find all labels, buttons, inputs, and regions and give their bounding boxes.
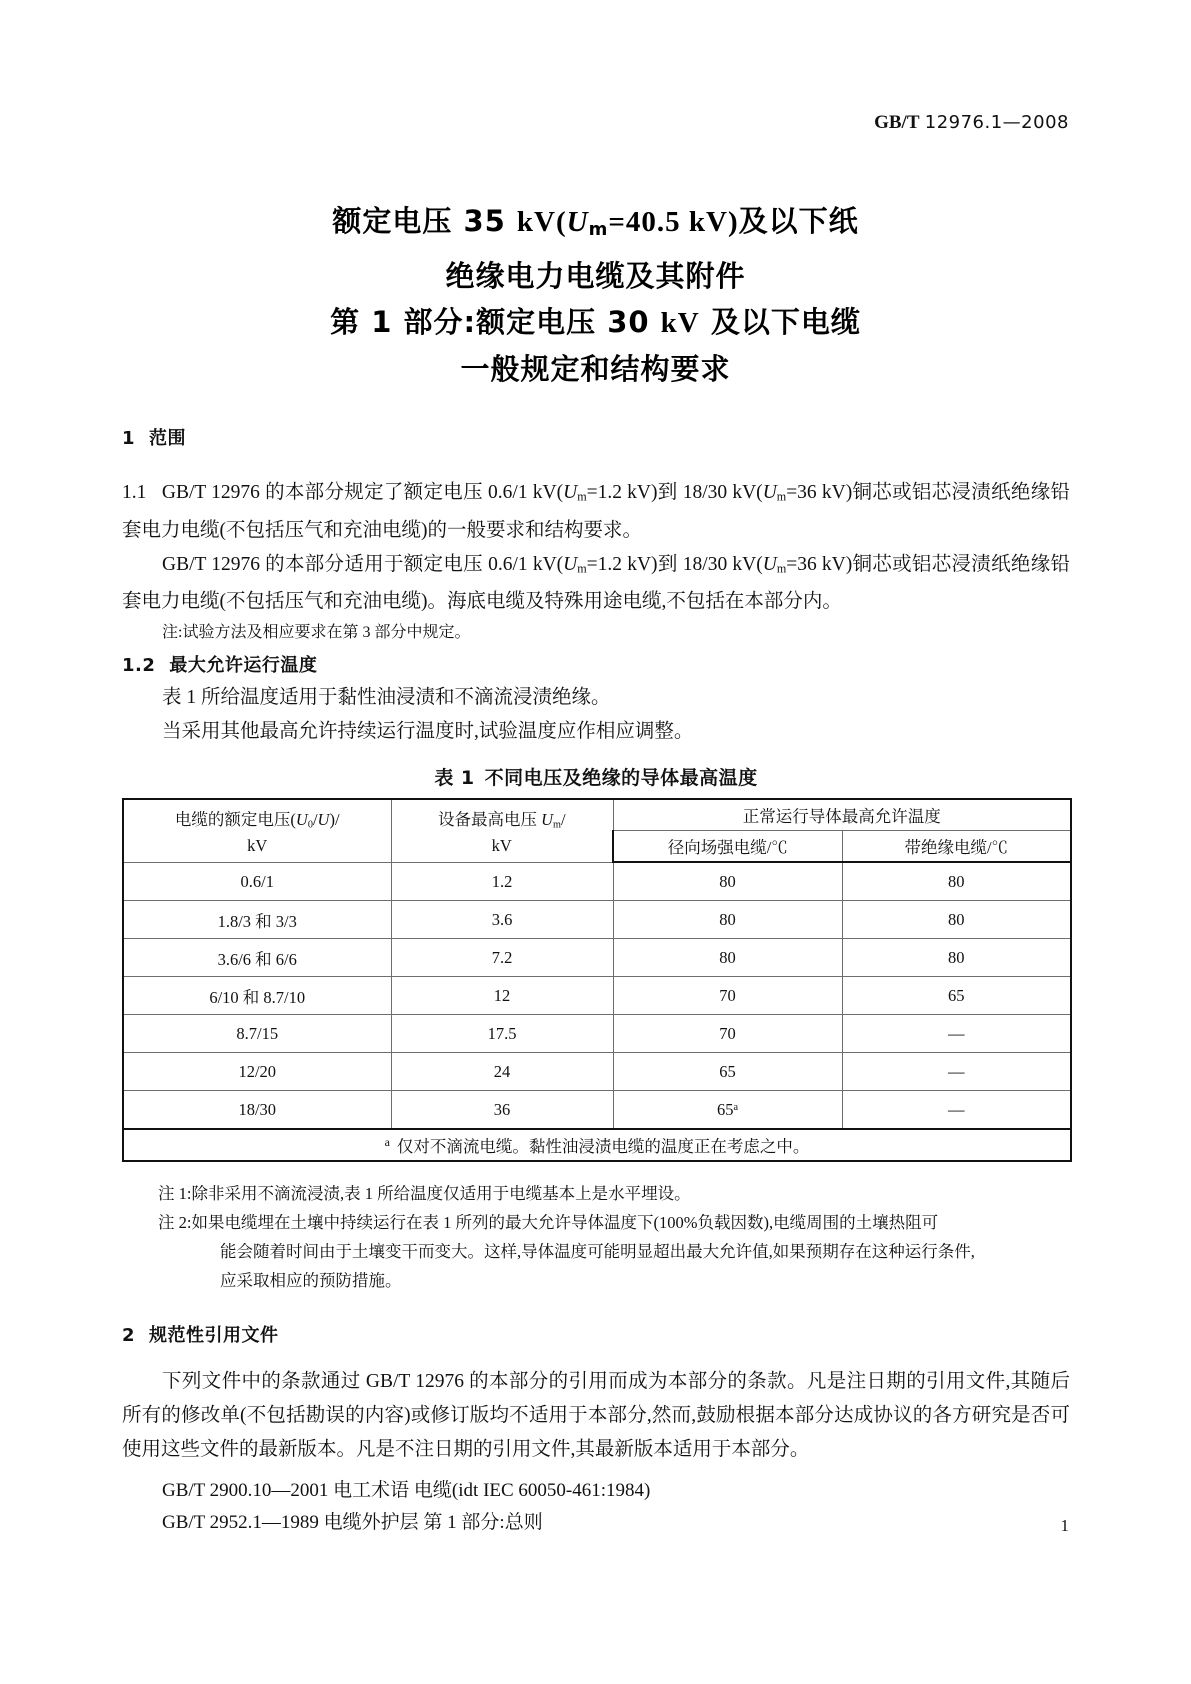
footnote-text: 仅对不滴流电缆。黏性油浸渍电缆的温度正在考虑之中。 bbox=[396, 1137, 810, 1157]
title-line-1-part-b: kV( bbox=[516, 206, 567, 238]
cell-um: 7.2 bbox=[391, 939, 613, 977]
section-1-1-note: 注:试验方法及相应要求在第 3 部分中规定。 bbox=[162, 624, 471, 642]
document-title bbox=[0, 198, 1191, 392]
header-col2-part-b: / bbox=[560, 809, 566, 829]
section-1-heading bbox=[122, 424, 1070, 450]
title-line-1 bbox=[0, 198, 1191, 253]
document-body bbox=[122, 424, 1070, 1539]
table-header-temperature-group: 正常运行导体最高允许温度 bbox=[613, 799, 1071, 831]
table-header-um bbox=[391, 799, 613, 862]
cell-belted: 80 bbox=[842, 901, 1071, 939]
cell-belted: — bbox=[842, 1015, 1071, 1053]
cell-radial: 80 bbox=[613, 862, 842, 901]
section-1-2-number: 1.2 bbox=[122, 655, 156, 677]
cell-belted: — bbox=[842, 1053, 1071, 1091]
section-2-heading bbox=[122, 1321, 1070, 1347]
title-line-1-part-e: 及以下纸 bbox=[738, 204, 859, 238]
table-row bbox=[123, 1053, 1071, 1091]
table-1-caption-title: 不同电压及绝缘的导体最高温度 bbox=[484, 767, 758, 790]
cell-voltage: 12/20 bbox=[123, 1053, 391, 1091]
title-line-1-subscript: m bbox=[588, 218, 609, 240]
footnote-marker: a bbox=[384, 1135, 390, 1150]
header-col2-part-a: 设备最高电压 bbox=[437, 809, 542, 829]
table-note-2-line-1: 注 2:如果电缆埋在土壤中持续运行在表 1 所列的最大允许导体温度下(100%负载因数),电缆周围的土壤热阻可 bbox=[158, 1213, 939, 1233]
cell-um: 24 bbox=[391, 1053, 613, 1091]
cell-radial: 65 bbox=[613, 1053, 842, 1091]
standard-prefix: GB/T bbox=[874, 112, 920, 133]
cell-um: 36 bbox=[391, 1091, 613, 1130]
section-1-1-number: 1.1 bbox=[122, 482, 147, 503]
table-header-belted: 带绝缘电缆/℃ bbox=[842, 831, 1071, 863]
section-1-title: 范围 bbox=[149, 428, 187, 449]
table-1-caption-label: 表 1 bbox=[434, 767, 475, 790]
section-2-title: 规范性引用文件 bbox=[149, 1325, 279, 1347]
title-line-3-part-b: kV bbox=[660, 306, 700, 339]
title-line-3 bbox=[0, 299, 1191, 346]
header-col1-unit: kV bbox=[247, 836, 268, 856]
table-row bbox=[123, 1091, 1071, 1130]
header-col2-sub: m bbox=[553, 819, 561, 831]
cell-um: 12 bbox=[391, 977, 613, 1015]
title-line-1-part-c: =40.5 bbox=[608, 206, 689, 238]
title-line-1-part-a: 额定电压 35 bbox=[332, 204, 517, 238]
cell-um: 17.5 bbox=[391, 1015, 613, 1053]
section-2-number: 2 bbox=[122, 1325, 136, 1347]
section-2-paragraph: 下列文件中的条款通过 GB/T 12976 的本部分的引用而成为本部分的条款。凡是注日期的引用文件,其随后所有的修改单(不包括勘误的内容)或修订版均不适用于本部分,然而,鼓励根据本部分达成协议的各方研究是否可使用这些文件的最新版本。凡是不注日期的引用文件,其最新版本适用于本部分。 bbox=[122, 1371, 1070, 1461]
cell-radial: 80 bbox=[613, 901, 842, 939]
cell-voltage: 1.8/3 和 3/3 bbox=[123, 901, 391, 939]
header-col1-part-a: 电缆的额定电压( bbox=[174, 809, 296, 829]
cell-radial: 80 bbox=[613, 939, 842, 977]
cell-belted: — bbox=[842, 1091, 1071, 1130]
table-header-row-1 bbox=[123, 799, 1071, 831]
header-col1-part-b: )/ bbox=[329, 809, 340, 829]
cell-radial-footnote-marker: a bbox=[733, 1101, 739, 1113]
table-row bbox=[123, 1015, 1071, 1053]
cell-voltage: 6/10 和 8.7/10 bbox=[123, 977, 391, 1015]
table-1-caption bbox=[122, 763, 1070, 790]
cell-radial-value: 65 bbox=[716, 1099, 734, 1119]
cell-belted: 80 bbox=[842, 862, 1071, 901]
standard-number: 12976.1—2008 bbox=[924, 112, 1069, 133]
title-line-1-part-d: kV) bbox=[688, 206, 739, 238]
table-note-1: 注 1:除非采用不滴流浸渍,表 1 所给温度仅适用于电缆基本上是水平埋设。 bbox=[158, 1184, 691, 1204]
header-col1-slash: / bbox=[312, 809, 318, 829]
table-row bbox=[123, 862, 1071, 901]
cell-um: 1.2 bbox=[391, 862, 613, 901]
cell-voltage: 3.6/6 和 6/6 bbox=[123, 939, 391, 977]
header-col1-u0: U bbox=[295, 809, 308, 829]
cell-belted: 80 bbox=[842, 939, 1071, 977]
cell-voltage: 0.6/1 bbox=[123, 862, 391, 901]
header-col1-sub: 0 bbox=[307, 819, 313, 831]
title-line-1-variable: U bbox=[566, 206, 589, 238]
section-1-number: 1 bbox=[122, 428, 136, 449]
section-1-1-paragraph-2: GB/T 12976 的本部分适用于额定电压 0.6/1 $kV(U_m=1.2$ kV)到 18/30 $kV(U_m=36$ kV)铜芯或铝芯浸渍纸绝缘铅套电力电缆(不包括压气和充油电缆)。海底电缆及特殊用途电缆,不包括在本部分内。 bbox=[122, 553, 1070, 613]
table-row bbox=[123, 939, 1071, 977]
section-1-2-paragraph-2: 当采用其他最高允许持续运行温度时,试验温度应作相应调整。 bbox=[162, 721, 694, 743]
cell-belted: 65 bbox=[842, 977, 1071, 1015]
cell-um: 3.6 bbox=[391, 901, 613, 939]
page-number: 1 bbox=[1060, 1516, 1069, 1535]
header-col1-u: U bbox=[317, 809, 330, 829]
title-line-3-part-a: 第 1 部分:额定电压 30 bbox=[330, 304, 661, 339]
cell-radial: 70 bbox=[613, 1015, 842, 1053]
cell-radial bbox=[613, 1091, 842, 1130]
cell-voltage: 18/30 bbox=[123, 1091, 391, 1130]
table-row bbox=[123, 977, 1071, 1015]
table-row bbox=[123, 901, 1071, 939]
reference-item-2: GB/T 2952.1—1989 电缆外护层 第 1 部分:总则 bbox=[162, 1512, 543, 1534]
title-line-2: 绝缘电力电缆及其附件 bbox=[445, 258, 746, 293]
cell-voltage: 8.7/15 bbox=[123, 1015, 391, 1053]
section-1-2-paragraph-1: 表 1 所给温度适用于黏性油浸渍和不滴流浸渍绝缘。 bbox=[162, 687, 611, 709]
cell-radial: 70 bbox=[613, 977, 842, 1015]
header-col2-u: U bbox=[541, 809, 553, 829]
table-footnote-row bbox=[123, 1129, 1071, 1161]
reference-item-1: GB/T 2900.10—2001 电工术语 电缆(idt IEC 60050-461:1984) bbox=[162, 1480, 651, 1502]
section-1-2-heading bbox=[122, 651, 1070, 677]
section-1-2-title: 最大允许运行温度 bbox=[169, 655, 318, 677]
running-header bbox=[874, 112, 1069, 134]
title-line-4: 一般规定和结构要求 bbox=[460, 351, 731, 386]
table-note-2-line-3: 应采取相应的预防措施。 bbox=[220, 1271, 402, 1291]
title-line-3-part-c: 及以下电缆 bbox=[699, 304, 861, 339]
table-1 bbox=[122, 798, 1072, 1162]
section-1-1-paragraph: 1.1 GB/T 12976 的本部分规定了额定电压 0.6/1 $kV(U_m=1.2$ kV)到 18/30 $kV(U_m=36$ kV)铜芯或铝芯浸渍纸绝缘铅套电力电缆(不包括压气和充油电缆)的一般要求和结构要求。 bbox=[122, 482, 1070, 541]
table-footnote bbox=[123, 1129, 1071, 1161]
table-header-voltage bbox=[123, 799, 391, 862]
table-note-2-line-2: 能会随着时间由于土壤变干而变大。这样,导体温度可能明显超出最大允许值,如果预期存在这种运行条件, bbox=[220, 1242, 975, 1262]
table-header-radial: 径向场强电缆/℃ bbox=[613, 831, 842, 863]
header-col2-unit: kV bbox=[491, 836, 512, 856]
